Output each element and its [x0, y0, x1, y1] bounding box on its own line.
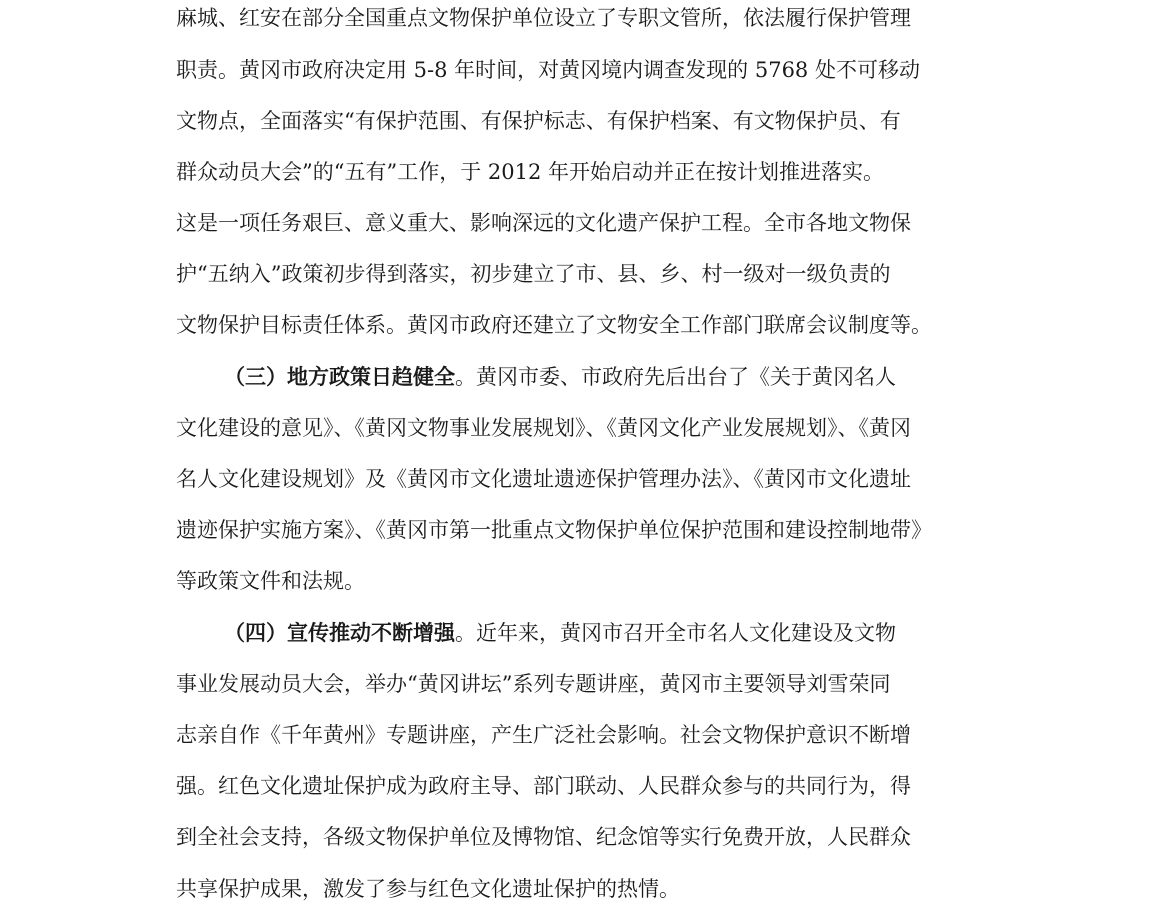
paragraph-line: 到全社会支持，各级文物保护单位及博物馆、纪念馆等实行免费开放，人民群众 — [176, 825, 911, 849]
paragraph-line: 职责。黄冈市政府决定用 5-8 年时间，对黄冈境内调查发现的 5768 处不可移动 — [176, 58, 920, 82]
paragraph-line: 遗迹保护实施方案》、《黄冈市第一批重点文物保护单位保护范围和建设控制地带》 — [176, 518, 932, 542]
section-3-heading: （三）地方政策日趋健全 — [224, 365, 455, 389]
paragraph-line: 文化建设的意见》、《黄冈文物事业发展规划》、《黄冈文化产业发展规划》、《黄冈 — [176, 416, 911, 440]
paragraph-line: 强。红色文化遗址保护成为政府主导、部门联动、人民群众参与的共同行为，得 — [176, 774, 911, 798]
paragraph-line: 这是一项任务艰巨、意义重大、影响深远的文化遗产保护工程。全市各地文物保 — [176, 211, 911, 235]
paragraph-line: 名人文化建设规划》及《黄冈市文化遗址遗迹保护管理办法》、《黄冈市文化遗址 — [176, 467, 911, 491]
section-3-first-line — [224, 363, 1016, 391]
section-4-text: 。近年来，黄冈市召开全市名人文化建设及文物 — [455, 621, 896, 645]
paragraph-line: 志亲自作《千年黄州》专题讲座，产生广泛社会影响。社会文物保护意识不断增 — [176, 723, 911, 747]
paragraph-line: 共享保护成果，激发了参与红色文化遗址保护的热情。 — [176, 877, 680, 901]
section-4-heading: （四）宣传推动不断增强 — [224, 621, 455, 645]
paragraph-line: 群众动员大会”的“五有”工作，于 2012 年开始启动并正在按计划推进落实。 — [176, 160, 884, 184]
paragraph-line: 事业发展动员大会，举办“黄冈讲坛”系列专题讲座，黄冈市主要领导刘雪荣同 — [176, 672, 891, 696]
paragraph-line: 文物保护目标责任体系。黄冈市政府还建立了文物安全工作部门联席会议制度等。 — [176, 313, 932, 337]
paragraph-line: 麻城、红安在部分全国重点文物保护单位设立了专职文管所，依法履行保护管理 — [176, 6, 911, 30]
paragraph-line: 文物点，全面落实“有保护范围、有保护标志、有保护档案、有文物保护员、有 — [176, 109, 901, 133]
section-3-text: 。黄冈市委、市政府先后出台了《关于黄冈名人 — [455, 365, 896, 389]
paragraph-line: 等政策文件和法规。 — [176, 569, 365, 593]
paragraph-line: 护“五纳入”政策初步得到落实，初步建立了市、县、乡、村一级对一级负责的 — [176, 262, 891, 286]
section-4-first-line — [224, 619, 1016, 647]
